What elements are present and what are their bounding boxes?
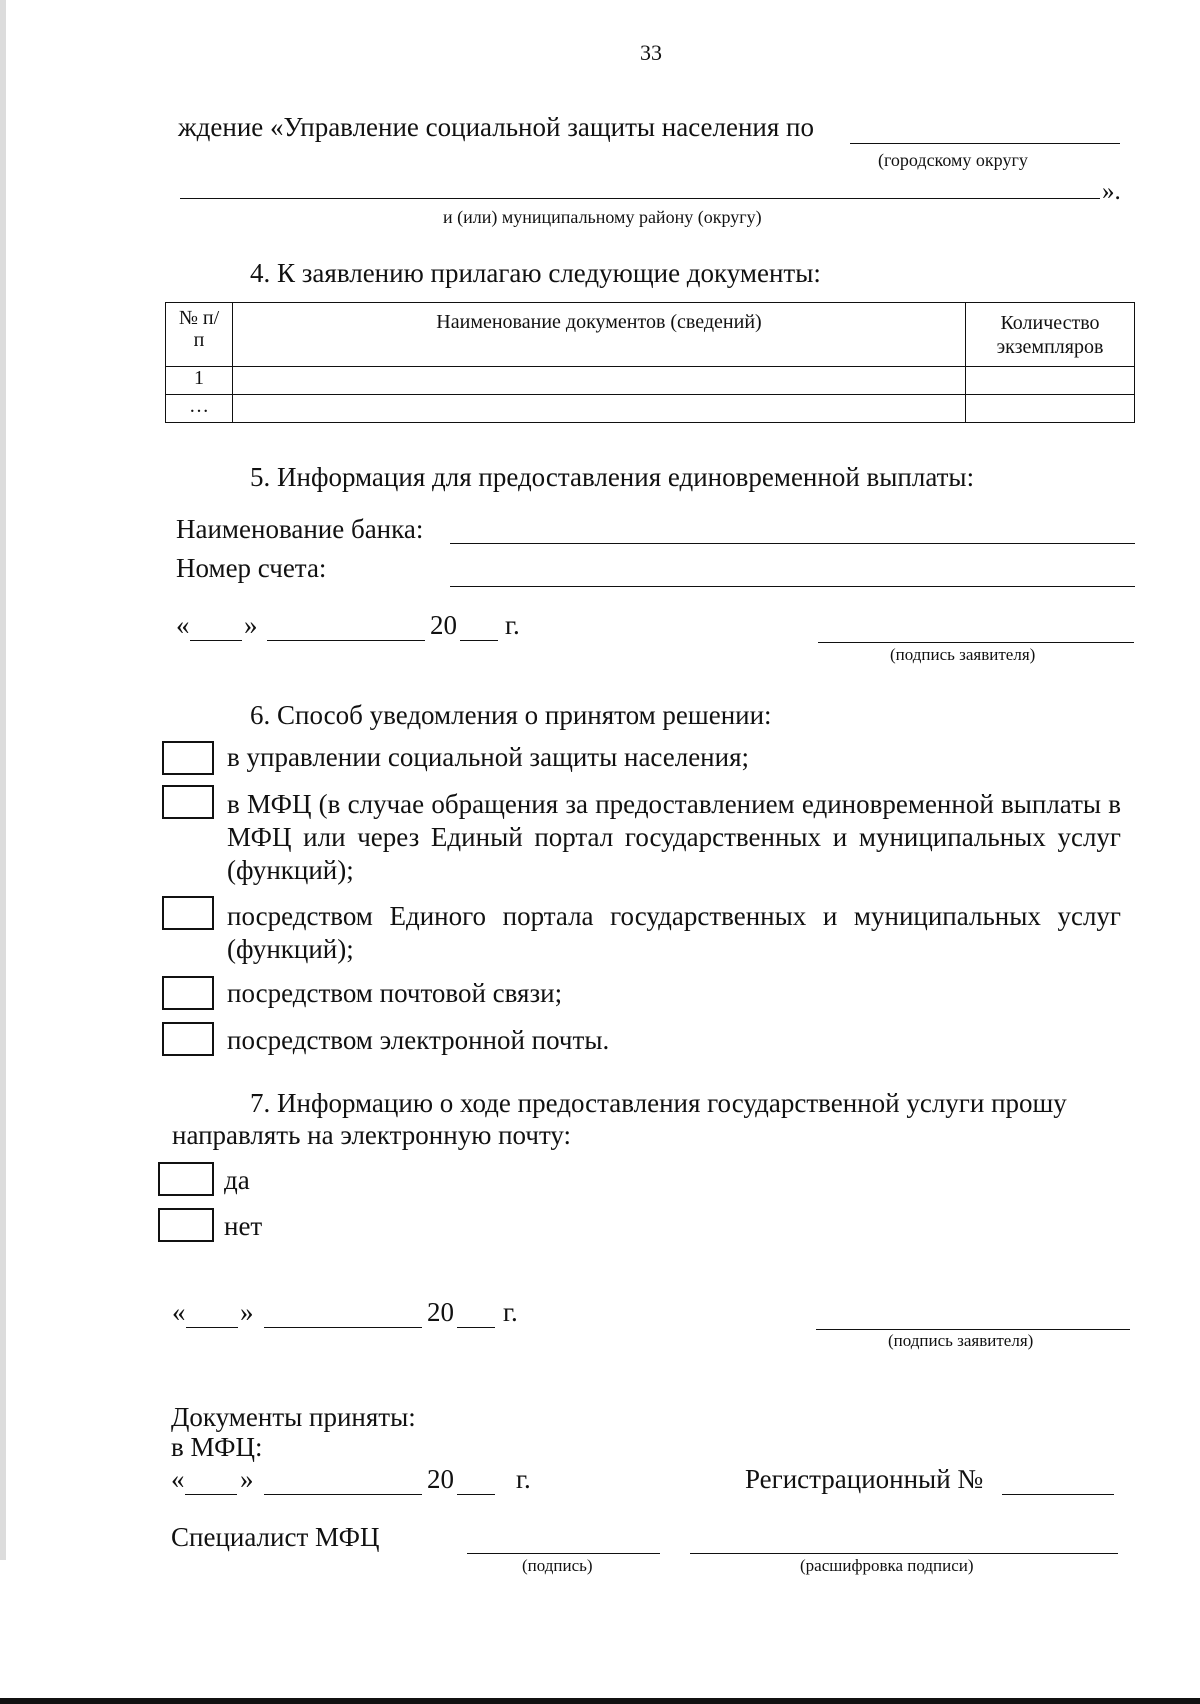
date-close-quote: » — [240, 1297, 254, 1327]
checkbox-no[interactable] — [158, 1208, 214, 1242]
col-name-header: Наименование документов (сведений) — [233, 303, 966, 367]
option-yes: да — [224, 1165, 250, 1195]
section-4-title: 4. К заявлению прилагаю следующие документы: — [250, 258, 821, 288]
row-document-cell[interactable] — [233, 395, 966, 423]
date-year-field[interactable] — [457, 1327, 495, 1328]
date-month-field[interactable] — [267, 640, 425, 641]
scan-bottom-edge — [0, 1698, 1200, 1704]
date-year-suffix: г. — [503, 1297, 518, 1327]
date-day-field[interactable] — [190, 640, 242, 641]
bank-name-field[interactable] — [450, 543, 1135, 544]
header-sub-caption-2: и (или) муниципальному району (округу) — [443, 207, 762, 227]
row-document-cell[interactable] — [233, 367, 966, 395]
row-number: 1 — [166, 367, 233, 395]
section-7-title-line1: 7. Информацию о ходе предоставления государственной услуги прошу — [250, 1088, 1067, 1118]
checkbox-portal[interactable] — [162, 896, 214, 930]
registration-number-label: Регистрационный № — [745, 1464, 984, 1494]
specialist-name-field[interactable] — [690, 1553, 1118, 1554]
scan-edge-shadow — [0, 0, 6, 1560]
header-sub-caption-1: (городскому округу — [878, 150, 1028, 170]
date-open-quote: « — [171, 1464, 185, 1494]
in-mfc-label: в МФЦ: — [171, 1432, 263, 1462]
table-row[interactable] — [166, 395, 1135, 423]
option-portal: посредством Единого портала государственных и муниципальных услуг (функций); — [227, 901, 1121, 964]
checkbox-mfc[interactable] — [162, 785, 214, 819]
date-year-prefix: 20 — [427, 1297, 454, 1327]
date-year-suffix: г. — [505, 610, 520, 640]
checkbox-yes[interactable] — [158, 1162, 214, 1196]
option-email: посредством электронной почты. — [227, 1025, 610, 1055]
account-label: Номер счета: — [176, 553, 327, 583]
registration-number-field[interactable] — [1002, 1494, 1114, 1495]
option-no: нет — [224, 1211, 263, 1241]
checkbox-post[interactable] — [162, 976, 214, 1010]
date-year-suffix: г. — [516, 1464, 531, 1494]
section-6-title: 6. Способ уведомления о принятом решении: — [250, 700, 772, 730]
documents-table — [165, 302, 1135, 423]
mfc-specialist-label: Специалист МФЦ — [171, 1522, 380, 1552]
date-year-prefix: 20 — [427, 1464, 454, 1494]
specialist-signature-caption: (подпись) — [522, 1556, 593, 1575]
district-name-line-2[interactable] — [180, 198, 1100, 199]
date-year-field[interactable] — [460, 640, 498, 641]
date-open-quote: « — [172, 1297, 186, 1327]
date-day-field[interactable] — [185, 1494, 237, 1495]
row-number: … — [166, 395, 233, 423]
page-number: 33 — [640, 40, 662, 65]
header-line: ждение «Управление социальной защиты населения по — [178, 112, 814, 142]
row-qty-cell[interactable] — [966, 395, 1135, 423]
date-day-field[interactable] — [186, 1327, 238, 1328]
bank-label: Наименование банка: — [176, 514, 424, 544]
row-qty-cell[interactable] — [966, 367, 1135, 395]
applicant-signature-field[interactable] — [818, 642, 1134, 643]
signature-decode-caption: (расшифровка подписи) — [800, 1556, 974, 1575]
signature-caption: (подпись заявителя) — [890, 645, 1036, 664]
date-close-quote: » — [240, 1464, 254, 1494]
table-row[interactable] — [166, 367, 1135, 395]
applicant-signature-field[interactable] — [816, 1329, 1130, 1330]
district-name-line[interactable] — [850, 143, 1120, 144]
date-month-field[interactable] — [264, 1494, 422, 1495]
option-post: посредством почтовой связи; — [227, 978, 563, 1008]
date-close-quote: » — [244, 610, 258, 640]
date-year-field[interactable] — [457, 1494, 495, 1495]
col-qty-header: Количество экземпляров — [966, 303, 1135, 367]
signature-caption: (подпись заявителя) — [888, 1331, 1034, 1350]
account-number-field[interactable] — [450, 586, 1135, 587]
documents-accepted-label: Документы приняты: — [171, 1402, 416, 1432]
header-end-mark: ». — [1102, 178, 1121, 205]
col-number-header: № п/п — [166, 303, 233, 367]
section-5-title: 5. Информация для предоставления единовременной выплаты: — [250, 462, 975, 492]
section-7-title-line2: направлять на электронную почту: — [172, 1120, 572, 1150]
option-social-office: в управлении социальной защиты населения; — [227, 742, 750, 772]
specialist-signature-field[interactable] — [467, 1553, 660, 1554]
option-mfc: в МФЦ (в случае обращения за предоставлением единовременной выплаты в МФЦ или через Единый портал государственных и муниципальных услуг (функций); — [227, 789, 1121, 885]
checkbox-email[interactable] — [162, 1022, 214, 1056]
checkbox-social-office[interactable] — [162, 741, 214, 775]
date-year-prefix: 20 — [430, 610, 457, 640]
date-month-field[interactable] — [264, 1327, 422, 1328]
date-open-quote: « — [176, 610, 190, 640]
